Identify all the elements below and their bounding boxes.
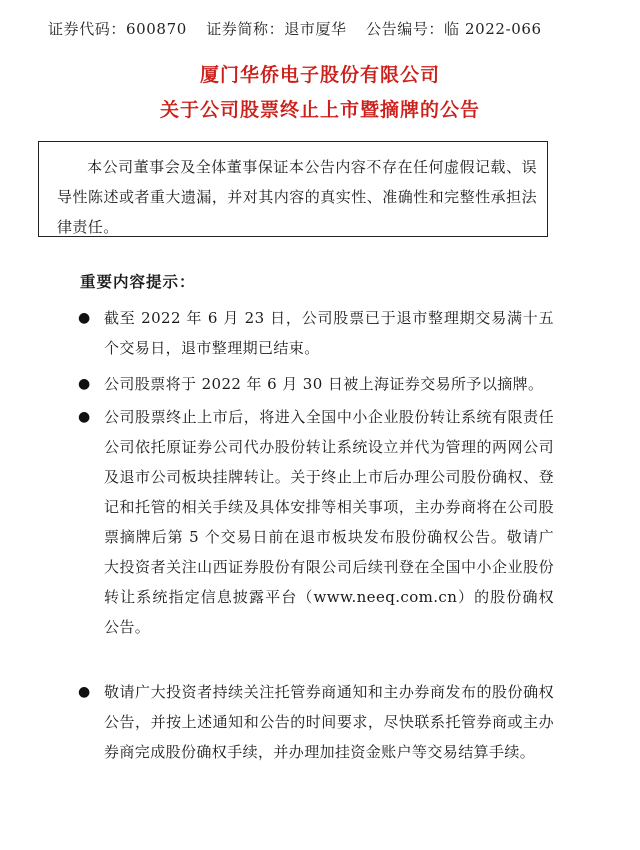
bullet-icon: ● [78, 376, 91, 392]
security-abbreviation: 证券简称：退市厦华 [206, 20, 347, 38]
company-name-title: 厦门华侨电子股份有限公司 [199, 64, 440, 86]
security-code: 证券代码：600870 [48, 20, 187, 38]
announcement-title: 关于公司股票终止上市暨摘牌的公告 [159, 99, 480, 121]
document-header [48, 18, 608, 39]
notice-text: 本公司董事会及全体董事保证本公告内容不存在任何虚假记载、误导性陈述或者重大遗漏，并对其内容的真实性、准确性和完整性承担法律责任。 [57, 158, 537, 236]
announcement-number: 公告编号：临 2022-066 [366, 20, 542, 38]
key-points-heading: 重要内容提示： [80, 273, 196, 291]
bullet-icon: ● [78, 409, 91, 425]
key-point-item: 敬请广大投资者持续关注托管券商通知和主办券商发布的股份确权公告，并按上述通知和公告的时间要求，尽快联系托管券商或主办券商完成股份确权手续，并办理加挂资金账户等交易结算手续。 [104, 683, 554, 761]
board-guarantee-notice [38, 141, 548, 237]
key-point-item: 公司股票终止上市后，将进入全国中小企业股份转让系统有限责任公司依托原证券公司代办股份转让系统设立并代为管理的两网公司及退市公司板块挂牌转让。关于终止上市后办理公司股份确权、登记和托管的相关手续及具体安排等相关事项，主办券商将在公司股票摘牌后第 5 个交易日前在退市板块发布股份确权公告。敬请广大投资者关注山西证券股份有限公司后续刊登在全国中小企业股份转让系统指定信息披露平台（www.neeq.com.cn）的股份确权公告。 [104, 408, 554, 636]
bullet-icon: ● [78, 310, 91, 326]
key-point-item: 截至 2022 年 6 月 23 日，公司股票已于退市整理期交易满十五个交易日，退市整理期已结束。 [104, 309, 554, 357]
key-point-item: 公司股票将于 2022 年 6 月 30 日被上海证券交易所予以摘牌。 [104, 375, 544, 393]
bullet-icon: ● [78, 684, 91, 700]
